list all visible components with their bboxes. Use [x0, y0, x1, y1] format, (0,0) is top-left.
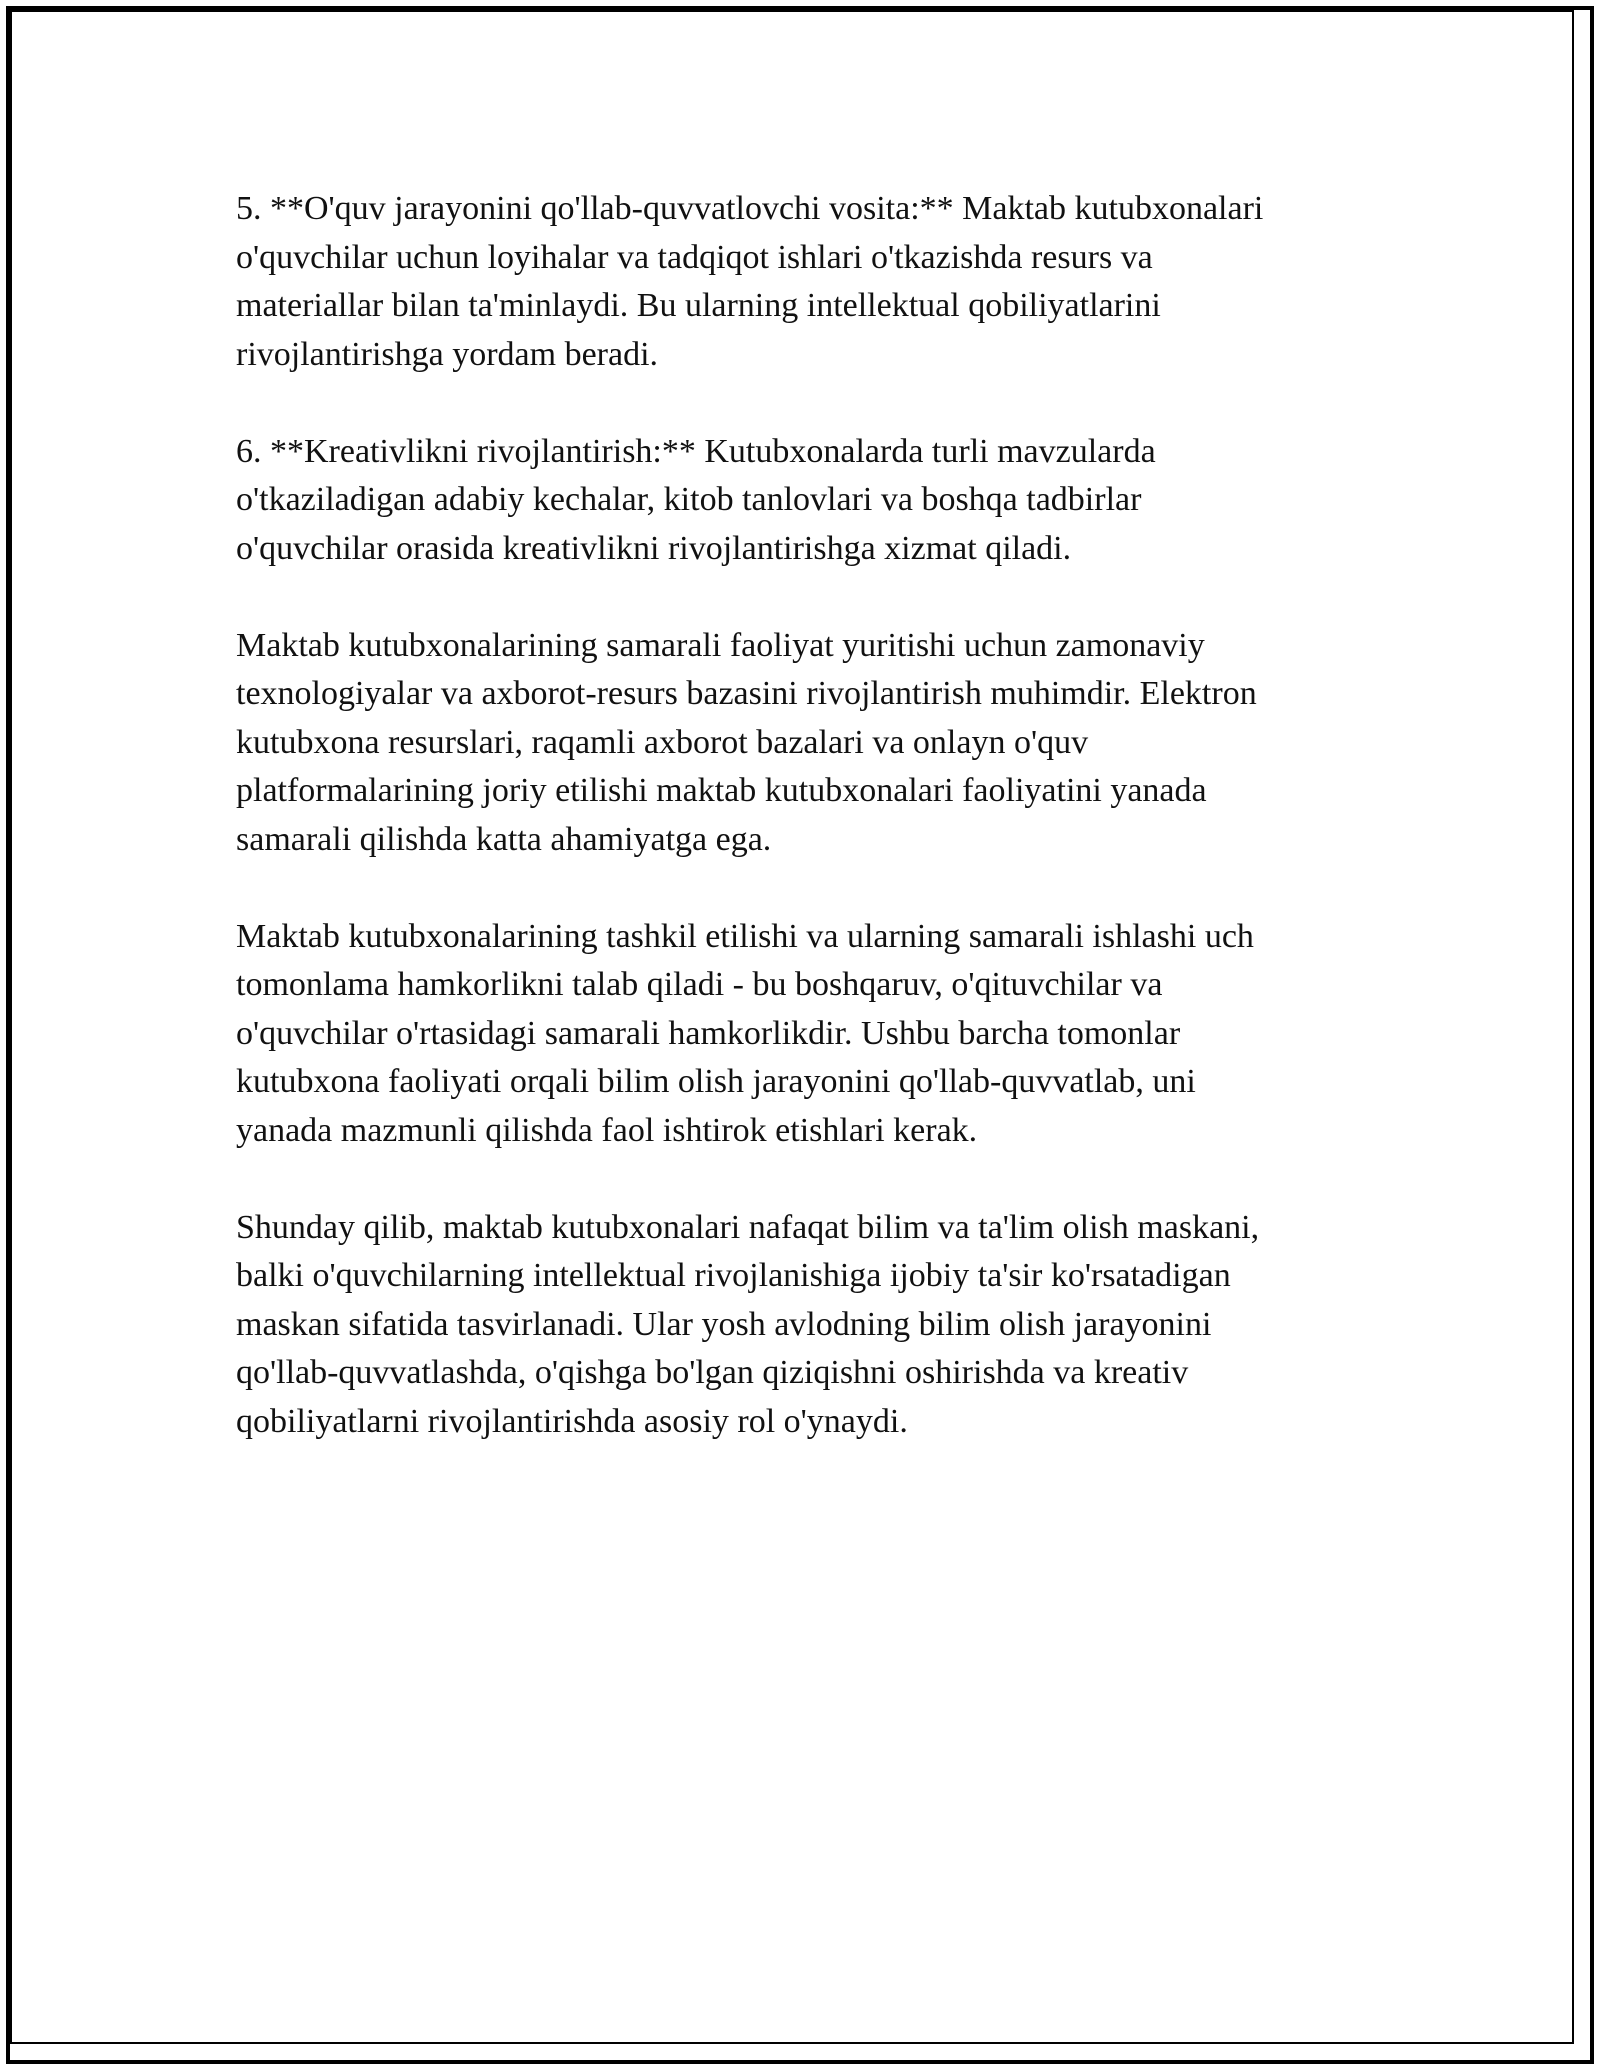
text-line: o'quvchilar o'rtasidagi samarali hamkorlikdir. Ushbu barcha tomonlar [236, 1014, 1181, 1052]
document-body [236, 185, 1366, 1495]
text-line: maskan sifatida tasvirlanadi. Ular yosh avlodning bilim olish jarayonini [236, 1305, 1212, 1343]
text-line: o'quvchilar orasida kreativlikni rivojlantirishga xizmat qiladi. [236, 529, 1072, 567]
text-line: Shunday qilib, maktab kutubxonalari nafaqat bilim va ta'lim olish maskani, [236, 1208, 1260, 1246]
text-line: 5. **O'quv jarayonini qo'llab-quvvatlovchi vosita:** Maktab kutubxonalari [236, 190, 1264, 227]
text-line: Maktab kutubxonalarining tashkil etilishi va ularning samarali ishlashi uch [236, 917, 1254, 955]
text-line: o'quvchilar uchun loyihalar va tadqiqot ishlari o'tkazishda resurs va [236, 238, 1153, 276]
text-line: platformalarining joriy etilishi maktab kutubxonalari faoliyatini yanada [236, 772, 1207, 809]
text-line: materiallar bilan ta'minlaydi. Bu ularning intellektual qobiliyatlarini [236, 287, 1161, 324]
paragraph-item-6 [236, 428, 1366, 574]
text-line: Maktab kutubxonalarining samarali faoliyat yuritishi uchun zamonaviy [236, 626, 1205, 664]
text-line: kutubxona faoliyati orqali bilim olish jarayonini qo'llab-quvvatlab, uni [236, 1063, 1196, 1100]
paragraph-conclusion [236, 1204, 1366, 1447]
paragraph-cooperation [236, 913, 1366, 1156]
paragraph-item-5 [236, 185, 1366, 379]
text-line: tomonlama hamkorlikni talab qiladi - bu boshqaruv, o'qituvchilar va [236, 966, 1163, 1003]
text-line: kutubxona resurslari, raqamli axborot bazalari va onlayn o'quv [236, 723, 1089, 761]
text-line: qo'llab-quvvatlashda, o'qishga bo'lgan qiziqishni oshirishda va kreativ [236, 1354, 1189, 1391]
text-line: samarali qilishda katta ahamiyatga ega. [236, 820, 772, 858]
paragraph-technology [236, 622, 1366, 865]
text-line: texnologiyalar va axborot-resurs bazasini rivojlantirish muhimdir. Elektron [236, 675, 1257, 712]
text-line: o'tkaziladigan adabiy kechalar, kitob tanlovlari va boshqa tadbirlar [236, 481, 1142, 518]
text-line: balki o'quvchilarning intellektual rivojlanishiga ijobiy ta'sir ko'rsatadigan [236, 1257, 1231, 1294]
text-line: qobiliyatlarni rivojlantirishda asosiy rol o'ynaydi. [236, 1402, 908, 1440]
text-line: 6. **Kreativlikni rivojlantirish:** Kutubxonalarda turli mavzularda [236, 432, 1156, 470]
text-line: rivojlantirishga yordam beradi. [236, 335, 659, 373]
text-line: yanada mazmunli qilishda faol ishtirok etishlari kerak. [236, 1111, 978, 1149]
